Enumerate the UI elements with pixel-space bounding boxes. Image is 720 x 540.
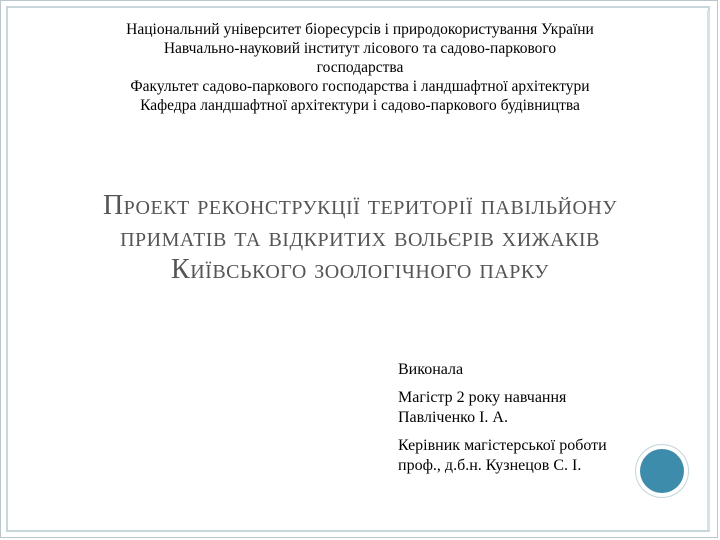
university-name: Національний університет біоресурсів і природокористування України xyxy=(126,21,594,38)
faculty-name: Факультет садово-паркового господарства і ландшафтної архітектури xyxy=(130,78,590,95)
supervisor-label: Керівник магістерської роботи xyxy=(398,437,607,454)
author-name: Павліченко І. А. xyxy=(398,409,508,426)
slide-title xyxy=(30,190,690,286)
department-name: Кафедра ландшафтної архітектури і садово-паркового будівництва xyxy=(140,97,580,114)
institution-header xyxy=(40,20,680,115)
decorative-stripe xyxy=(707,10,710,530)
title-line-1: Проект реконструкції території павільйону xyxy=(102,190,618,221)
author-degree: Магістр 2 року навчання xyxy=(398,389,567,406)
supervisor-name: проф., д.б.н. Кузнецов С. І. xyxy=(398,457,582,474)
institute-name-cont: господарства xyxy=(316,59,404,76)
title-line-3: Київського зоологічного парку xyxy=(171,254,549,285)
institute-name: Навчально-науковий інститут лісового та садово-паркового xyxy=(163,40,557,57)
title-line-2: приматів та відкритих вольєрів хижаків xyxy=(120,222,600,253)
decorative-circle xyxy=(640,449,684,493)
performed-by-label: Виконала xyxy=(398,361,464,378)
